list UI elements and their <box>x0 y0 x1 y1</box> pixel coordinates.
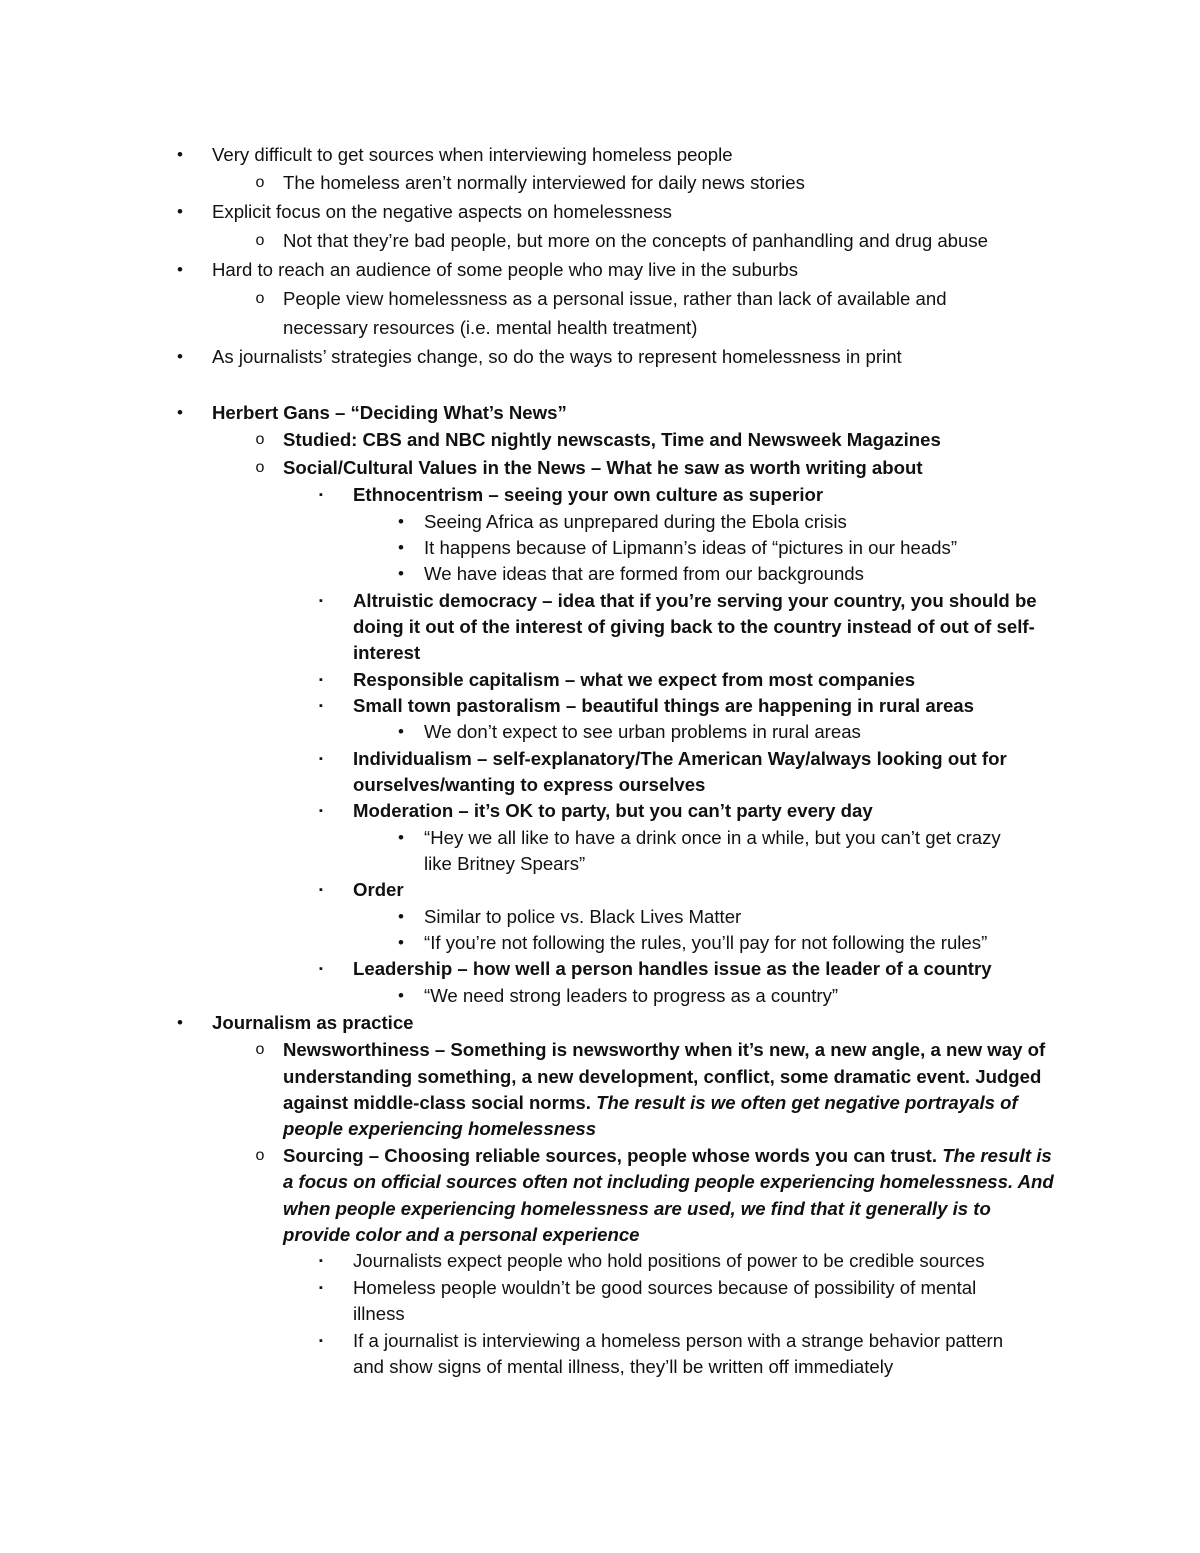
list-item <box>0 1248 1140 1274</box>
list-item-text <box>424 719 861 745</box>
list-item <box>0 719 1140 745</box>
list-item <box>0 956 1140 982</box>
list-item <box>0 1143 1140 1169</box>
text-run: Order <box>353 879 404 900</box>
list-item-text <box>353 693 974 719</box>
list-item-text <box>424 825 1001 851</box>
list-marker-circle: o <box>255 1041 265 1058</box>
list-item <box>0 142 1140 168</box>
list-item-text <box>353 588 1037 614</box>
text-run: provide color and a personal experience <box>283 1224 640 1245</box>
list-item-continuation <box>0 1301 1140 1327</box>
list-item <box>0 930 1140 956</box>
text-run: Very difficult to get sources when interviewing homeless people <box>212 144 733 165</box>
text-run: illness <box>353 1303 405 1324</box>
list-marker-bullet: • <box>177 145 183 164</box>
list-item-text <box>353 640 420 666</box>
text-run: Homeless people wouldn’t be good sources because of possibility of mental <box>353 1277 977 1298</box>
list-item <box>0 746 1140 772</box>
text-run: Seeing Africa as unprepared during the Ebola crisis <box>424 511 847 532</box>
text-run: Similar to police vs. Black Lives Matter <box>424 906 742 927</box>
text-run: Herbert Gans – “Deciding What’s News” <box>212 402 567 423</box>
text-run: understanding something, a new development, conflict, some dramatic event. Judged <box>283 1066 1042 1087</box>
text-run: necessary resources (i.e. mental health treatment) <box>283 317 698 338</box>
text-run: Moderation – it’s OK to party, but you can’t party every day <box>353 800 873 821</box>
text-run: Small town pastoralism – beautiful things are happening in rural areas <box>353 695 974 716</box>
list-marker-bullet: • <box>398 828 404 847</box>
list-item <box>0 344 1140 370</box>
list-item-text <box>283 1222 640 1248</box>
text-run: “If you’re not following the rules, you’ll pay for not following the rules” <box>424 932 988 953</box>
list-marker-bullet: • <box>398 538 404 557</box>
list-item-text <box>353 482 823 508</box>
text-run: The result is we often get negative portrayals of <box>596 1092 1018 1113</box>
text-run: “Hey we all like to have a drink once in a while, but you can’t get crazy <box>424 827 1001 848</box>
list-item-text <box>353 772 705 798</box>
text-run: Leadership – how well a person handles issue as the leader of a country <box>353 958 992 979</box>
list-marker-square: ▪ <box>319 595 323 607</box>
list-item-text <box>353 1248 985 1274</box>
list-item-text <box>212 1010 414 1036</box>
list-marker-bullet: • <box>398 933 404 952</box>
list-item-text <box>283 315 697 341</box>
list-item-continuation <box>0 1222 1140 1248</box>
list-item-text <box>424 904 741 930</box>
list-item <box>0 170 1140 196</box>
text-run: We have ideas that are formed from our backgrounds <box>424 563 864 584</box>
list-marker-circle: o <box>255 459 265 476</box>
text-run: Journalists expect people who hold positions of power to be credible sources <box>353 1250 985 1271</box>
list-item-text <box>283 1196 991 1222</box>
list-item-continuation <box>0 614 1140 640</box>
list-marker-bullet: • <box>177 260 183 279</box>
list-item <box>0 427 1140 453</box>
text-run: interest <box>353 642 421 663</box>
list-item <box>0 1328 1140 1354</box>
text-run: The homeless aren’t normally interviewed for daily news stories <box>283 172 805 193</box>
list-item-continuation <box>0 851 1140 877</box>
list-item-text <box>424 535 957 561</box>
text-run: like Britney Spears” <box>424 853 586 874</box>
text-run: Individualism – self-explanatory/The American Way/always looking out for <box>353 748 1007 769</box>
text-run: against middle-class social norms. <box>283 1092 597 1113</box>
list-item <box>0 561 1140 587</box>
list-marker-bullet: • <box>177 1013 183 1032</box>
list-item <box>0 455 1140 481</box>
list-marker-bullet: • <box>398 722 404 741</box>
list-marker-square: ▪ <box>319 805 323 817</box>
list-marker-bullet: • <box>398 564 404 583</box>
list-item-text <box>424 983 838 1009</box>
list-item <box>0 904 1140 930</box>
list-item-text <box>424 561 864 587</box>
list-item-continuation <box>0 772 1140 798</box>
list-item-text <box>212 400 567 426</box>
list-item <box>0 400 1140 426</box>
list-item-continuation <box>0 1064 1140 1090</box>
list-marker-square: ▪ <box>319 1335 323 1347</box>
list-item <box>0 825 1140 851</box>
text-run: The result is <box>942 1145 1052 1166</box>
list-item-text <box>212 257 798 283</box>
list-item-text <box>353 614 1035 640</box>
list-marker-circle: o <box>255 232 265 249</box>
list-item-text <box>283 1143 1052 1169</box>
text-run: Explicit focus on the negative aspects on homelessness <box>212 201 672 222</box>
list-item-text <box>283 1169 1054 1195</box>
text-run: Not that they’re bad people, but more on the concepts of panhandling and drug abuse <box>283 230 989 251</box>
list-item-continuation <box>0 1090 1140 1116</box>
list-item-text <box>424 509 847 535</box>
list-item <box>0 257 1140 283</box>
text-run: Studied: CBS and NBC nightly newscasts, Time and Newsweek Magazines <box>283 429 941 450</box>
list-marker-bullet: • <box>177 403 183 422</box>
list-item <box>0 286 1140 312</box>
list-marker-bullet: • <box>398 907 404 926</box>
text-run: Journalism as practice <box>212 1012 414 1033</box>
list-marker-square: ▪ <box>319 674 323 686</box>
text-run: when people experiencing homelessness are used, we find that it generally is to <box>283 1198 991 1219</box>
list-item-text <box>212 142 733 168</box>
list-marker-square: ▪ <box>319 753 323 765</box>
list-item-continuation <box>0 640 1140 666</box>
list-marker-square: ▪ <box>319 884 323 896</box>
list-marker-bullet: • <box>398 512 404 531</box>
list-marker-circle: o <box>255 1147 265 1164</box>
list-marker-square: ▪ <box>319 700 323 712</box>
list-item <box>0 509 1140 535</box>
list-item <box>0 693 1140 719</box>
list-item-continuation <box>0 1354 1140 1380</box>
list-item-text <box>353 1354 893 1380</box>
list-item-continuation <box>0 315 1140 341</box>
list-item <box>0 1037 1140 1063</box>
list-marker-bullet: • <box>177 202 183 221</box>
list-item-text <box>353 877 404 903</box>
list-item <box>0 1010 1140 1036</box>
text-run: people experiencing homelessness <box>283 1118 597 1139</box>
text-run: We don’t expect to see urban problems in rural areas <box>424 721 861 742</box>
list-item-text <box>283 1090 1018 1116</box>
text-run: Ethnocentrism – seeing your own culture as superior <box>353 484 824 505</box>
list-item <box>0 199 1140 225</box>
text-run: Altruistic democracy – idea that if you’re serving your country, you should be <box>353 590 1037 611</box>
text-run: Newsworthiness – Something is newsworthy when it’s new, a new angle, a new way of <box>283 1039 1046 1060</box>
list-item-text <box>283 427 941 453</box>
list-item <box>0 667 1140 693</box>
text-run: Sourcing – Choosing reliable sources, people whose words you can trust. <box>283 1145 943 1166</box>
text-run: a focus on official sources often not including people experiencing homelessness. And <box>283 1171 1054 1192</box>
text-run: It happens because of Lipmann’s ideas of “pictures in our heads” <box>424 537 958 558</box>
list-item <box>0 1275 1140 1301</box>
text-run: As journalists’ strategies change, so do the ways to represent homelessness in print <box>212 346 902 367</box>
list-item-text <box>353 1328 1003 1354</box>
list-marker-square: ▪ <box>319 1282 323 1294</box>
list-item-text <box>283 286 947 312</box>
list-item-text <box>424 930 987 956</box>
list-item-text <box>353 667 915 693</box>
list-item <box>0 228 1140 254</box>
list-item <box>0 588 1140 614</box>
list-item <box>0 983 1140 1009</box>
list-item <box>0 798 1140 824</box>
list-item <box>0 535 1140 561</box>
list-marker-square: ▪ <box>319 1255 323 1267</box>
list-marker-bullet: • <box>177 347 183 366</box>
list-item-text <box>353 798 873 824</box>
text-run: “We need strong leaders to progress as a country” <box>424 985 839 1006</box>
text-run: and show signs of mental illness, they’ll be written off immediately <box>353 1356 894 1377</box>
text-run: doing it out of the interest of giving back to the country instead of out of self- <box>353 616 1035 637</box>
list-item <box>0 877 1140 903</box>
text-run: If a journalist is interviewing a homeless person with a strange behavior pattern <box>353 1330 1004 1351</box>
list-item-text <box>212 344 902 370</box>
text-run: Social/Cultural Values in the News – What he saw as worth writing about <box>283 457 923 478</box>
list-item-text <box>212 199 672 225</box>
text-run: Responsible capitalism – what we expect from most companies <box>353 669 916 690</box>
list-item-text <box>283 1116 596 1142</box>
list-marker-square: ▪ <box>319 963 323 975</box>
text-run: Hard to reach an audience of some people who may live in the suburbs <box>212 259 799 280</box>
list-item-text <box>353 1301 405 1327</box>
list-marker-circle: o <box>255 290 265 307</box>
list-marker-square: ▪ <box>319 489 323 501</box>
list-item-text <box>283 228 988 254</box>
list-item-text <box>424 851 585 877</box>
list-item-continuation <box>0 1196 1140 1222</box>
list-marker-circle: o <box>255 174 265 191</box>
list-item-continuation <box>0 1169 1140 1195</box>
text-run: People view homelessness as a personal issue, rather than lack of available and <box>283 288 947 309</box>
list-marker-circle: o <box>255 431 265 448</box>
list-item-text <box>283 1064 1041 1090</box>
text-run: ourselves/wanting to express ourselves <box>353 774 706 795</box>
list-item <box>0 482 1140 508</box>
list-item-text <box>283 1037 1045 1063</box>
list-item-text <box>353 956 992 982</box>
list-item-continuation <box>0 1116 1140 1142</box>
list-item-text <box>353 1275 976 1301</box>
list-item-text <box>283 455 923 481</box>
list-marker-bullet: • <box>398 986 404 1005</box>
list-item-text <box>283 170 805 196</box>
list-item-text <box>353 746 1007 772</box>
